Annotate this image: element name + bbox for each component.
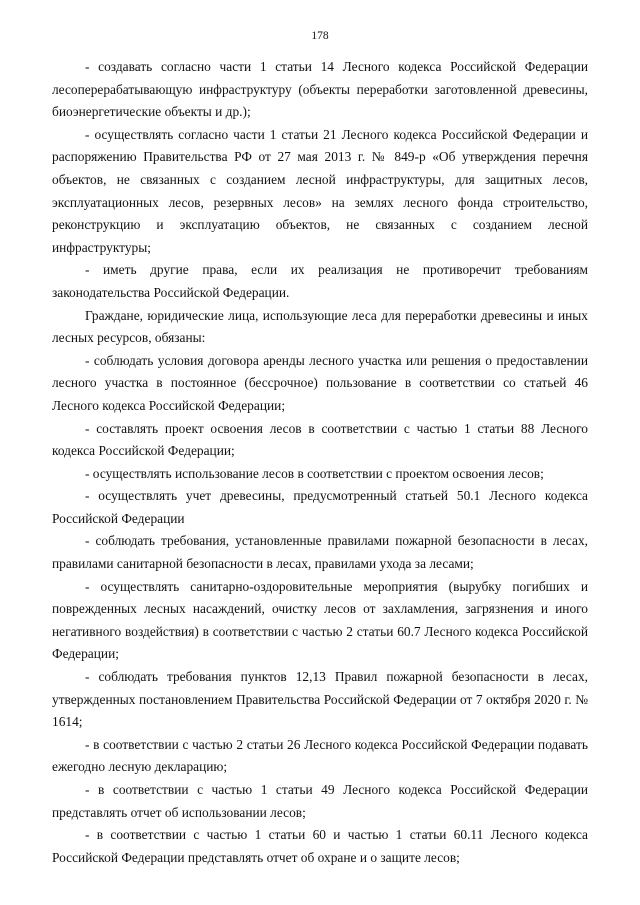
paragraph-obligation-wood-accounting: - осуществлять учет древесины, предусмотренный статьей 50.1 Лесного кодекса Российской Федерации [52,488,588,526]
paragraph-obligation-fire-safety: - соблюдать требования пунктов 12,13 Правил пожарной безопасности в лесах, утвержденных постановлением Правительства Российской Федерации от 7 октября 2020 г. № 1614; [52,669,588,730]
paragraph-obligation-project: - составлять проект освоения лесов в соответствии с частью 1 статьи 88 Лесного кодекса Российской Федерации; [52,420,588,459]
page-number: 178 [311,30,329,42]
paragraph-obligation-declaration: - в соответствии с частью 2 статьи 26 Лесного кодекса Российской Федерации подавать ежегодно лесную декларацию; [52,736,588,775]
document-body [52,56,588,869]
paragraph-obligations-intro: Граждане, юридические лица, использующие леса для переработки древесины и иных лесных ресурсов, обязаны: [52,307,588,346]
paragraph-obligation-use-report: - в соответствии с частью 1 статьи 49 Лесного кодекса Российской Федерации представлять отчет об использовании лесов; [52,782,588,820]
paragraph-obligation-sanitary: - осуществлять санитарно-оздоровительные мероприятия (вырубку погибших и поврежденных лесных насаждений, очистку лесов от захламления, загрязнения и иного негативного воздействия) в соответствии с частью 2 статьи 60.7 Лесного кодекса Российской Федерации; [52,578,588,662]
paragraph-right-other: - иметь другие права, если их реализация не противоречит требованиям законодательства Российской Федерации. [52,262,588,300]
paragraph-obligation-fire-rules: - соблюдать требования, установленные правилами пожарной безопасности в лесах, правилами санитарной безопасности в лесах, правилами ухода за лесами; [52,533,588,572]
paragraph-obligation-protection-report: - в соответствии с частью 1 статьи 60 и частью 1 статьи 60.11 Лесного кодекса Российской Федерации представлять отчет об охране и о защите лесов; [52,827,588,865]
paragraph-right-infrastructure: - создавать согласно части 1 статьи 14 Лесного кодекса Российской Федерации лесоперерабатывающую инфраструктуру (объекты переработки заготовленной древесины, биоэнергетические объекты и др.); [52,59,588,120]
paragraph-obligation-use: - осуществлять использование лесов в соответствии с проектом освоения лесов; [85,465,544,481]
paragraph-right-construction: - осуществлять согласно части 1 статьи 21 Лесного кодекса Российской Федерации и распоряжению Правительства РФ от 27 мая 2013 г. № 849-р «Об утверждения перечня объектов, не связанных с созданием лесной инфраструктуры, для защитных лесов, эксплуатационных лесов, резервных лесов» на землях лесного фонда строительство, реконструкцию и эксплуатацию объектов, не связанных с созданием лесной инфраструктуры; [52,126,588,255]
paragraph-obligation-lease-terms: - соблюдать условия договора аренды лесного участка или решения о предоставлении лесного участка в постоянное (бессрочное) пользование в соответствии со статьей 46 Лесного кодекса Российской Федерации; [52,352,588,413]
